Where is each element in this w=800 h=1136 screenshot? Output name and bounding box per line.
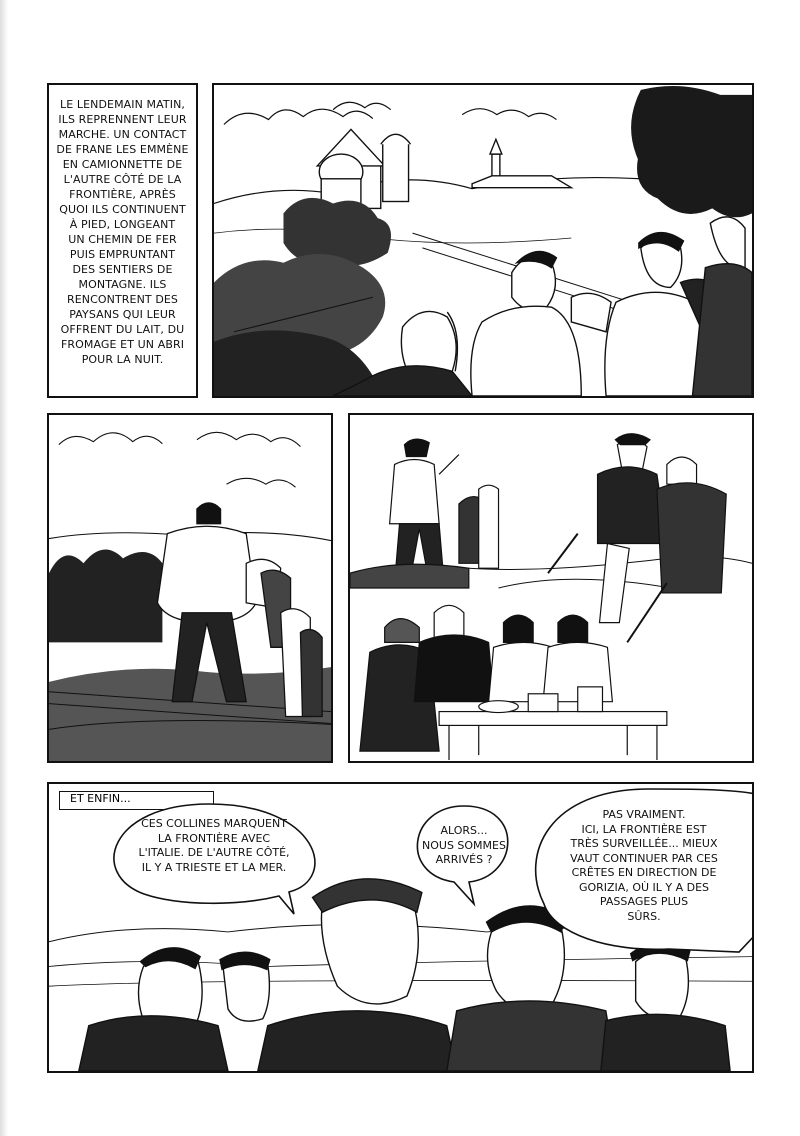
walking-group-illustration [49,415,331,761]
balloon-right-text [544,808,744,924]
balloon-left-text [109,817,319,875]
balloon-line: L'ITALIE. DE L'AUTRE CÔTÉ, [138,846,290,859]
time-caption-text: ET ENFIN... [70,792,131,805]
balloon-line: CES COLLINES MARQUENT [141,817,287,830]
caption-line: L'AUTRE CÔTÉ DE LA [63,173,182,186]
caption-line: QUOI ILS CONTINUENT [59,203,186,216]
caption-line: RENCONTRENT DES [66,293,179,306]
balloon-line: PASSAGES PLUS [599,895,689,908]
caption-line: EN CAMIONNETTE DE [62,158,183,171]
narration-caption [51,97,194,367]
balloon-line: TRÈS SURVEILLÉE... MIEUX [570,837,718,850]
caption-line: PAYSANS QUI LEUR [69,308,176,321]
balloon-line: SÛRS. [627,909,661,923]
caption-line: FROMAGE ET UN ABRI [60,338,185,351]
caption-line: DES SENTIERS DE [72,263,173,276]
caption-line: PUIS EMPRUNTANT [69,248,176,261]
balloon-line: IL Y A TRIESTE ET LA MER. [141,860,287,874]
balloon-line: LA FRONTIÈRE AVEC [157,831,271,845]
caption-line: UN CHEMIN DE FER [68,233,177,246]
panel-walking-rails [47,413,333,763]
caption-panel [47,83,198,398]
panel-village-hikers [212,83,754,398]
balloon-line: NOUS SOMMES [422,838,506,852]
balloon-line: VAUT CONTINUER PAR CES [570,851,718,865]
panel-border-hills [47,782,754,1073]
caption-line: POUR LA NUIT. [81,353,164,366]
caption-line: OFFRENT DU LAIT, DU [60,323,185,336]
caption-line: FRONTIÈRE, APRÈS [69,188,176,201]
balloon-line: ARRIVÉS ? [435,853,493,866]
balloon-middle-text [409,824,519,868]
caption-line: ILS REPRENNENT LEUR [58,113,187,126]
balloon-line: PAS VRAIMENT. [602,808,686,821]
village-hikers-illustration [214,85,752,396]
farmers-illustration [350,415,752,761]
panel-farmers-meeting [348,413,754,763]
caption-line: MARCHE. UN CONTACT [58,128,187,141]
caption-line: À PIED, LONGEANT [69,218,176,231]
balloon-line: GORIZIA, OÙ IL Y A DES [578,880,710,894]
balloon-line: ALORS... [440,824,488,837]
caption-line: MONTAGNE. ILS [78,278,167,291]
page-gutter-shadow [0,0,8,1136]
caption-line: DE FRANE LES EMMÈNE [56,143,189,156]
balloon-line: CRÊTES EN DIRECTION DE [571,866,717,879]
caption-line: LE LENDEMAIN MATIN, [59,98,186,111]
balloon-line: ICI, LA FRONTIÈRE EST [581,822,707,836]
